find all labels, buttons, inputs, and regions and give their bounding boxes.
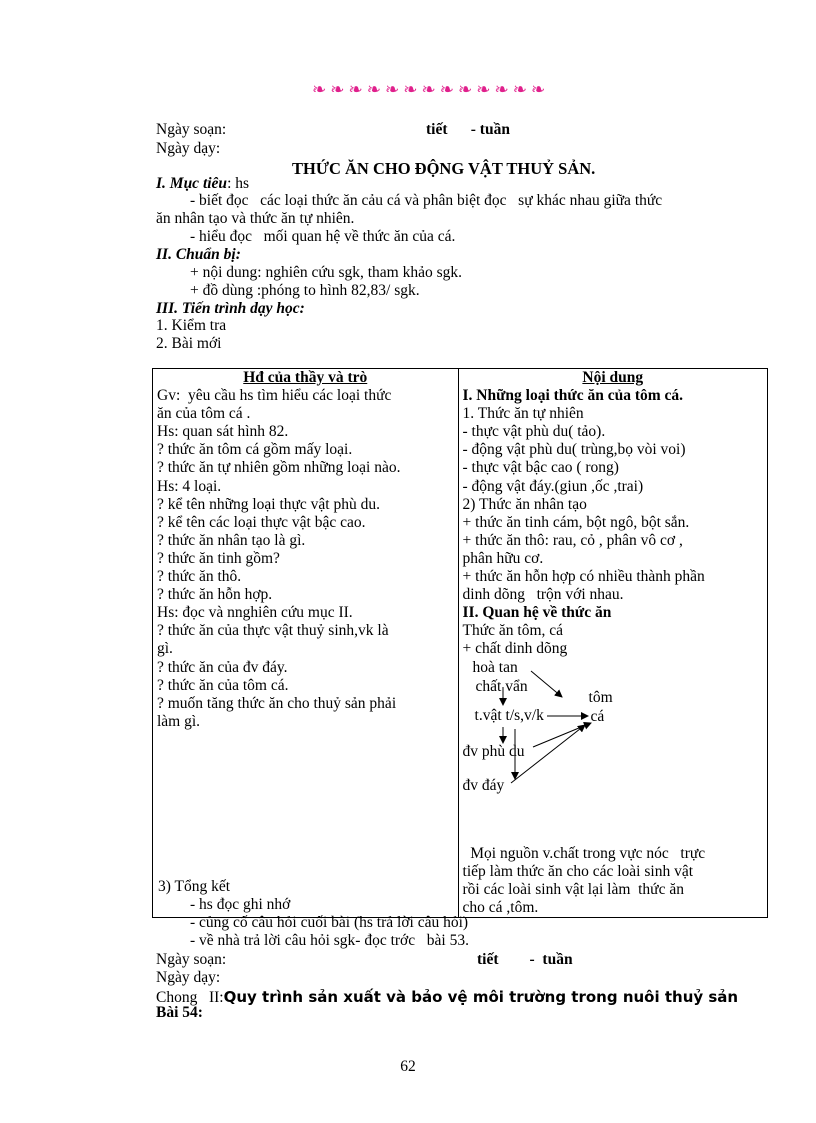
right-column-line: cho cá ,tôm. bbox=[462, 898, 539, 916]
lesson-table bbox=[152, 368, 768, 918]
ornament-glyph: ❧ bbox=[385, 80, 404, 99]
diagram-dv-phu-du: đv phù du bbox=[462, 742, 525, 760]
right-column-header: Nội dung bbox=[582, 369, 644, 386]
left-column-line: ? thức ăn của đv đáy. bbox=[157, 658, 288, 676]
right-column-line: Mọi nguồn v.chất trong vực nóc trực bbox=[462, 844, 706, 862]
left-column-line: ? thức ăn tinh gồm? bbox=[157, 549, 280, 567]
ornament-glyph: ❧ bbox=[348, 80, 367, 99]
right-column-line: - động vật đáy.(giun ,ốc ,trai) bbox=[462, 477, 644, 495]
right-lines-2 bbox=[463, 622, 763, 658]
bai-label: Bài 54: bbox=[156, 1004, 203, 1021]
right-lines-3 bbox=[463, 845, 763, 917]
muc-tieu-line-1b: ăn nhân tạo và thức ăn tự nhiên. bbox=[156, 210, 355, 227]
ornament-glyph: ❧ bbox=[531, 80, 550, 99]
ngay-day-label-2: Ngày dạy: bbox=[156, 969, 221, 986]
diagram-arrows bbox=[463, 659, 763, 845]
ngay-soan-label: Ngày soạn: bbox=[156, 121, 227, 138]
chuan-bi-heading: II. Chuẩn bị: bbox=[156, 246, 241, 263]
diagram-tvat: t.vật t/s,v/k bbox=[474, 706, 544, 724]
ornament-glyph: ❧ bbox=[494, 80, 513, 99]
teacher-student-column bbox=[153, 369, 459, 918]
muc-tieu-line-1a: - biết đọc các loại thức ăn cảu cá và phân biệt đọc sự khác nhau giữa thức bbox=[190, 192, 663, 209]
ornament-glyph: ❧ bbox=[476, 80, 495, 99]
left-column-line: ? thức ăn hỗn hợp. bbox=[157, 586, 273, 604]
muc-tieu-heading-suffix: : hs bbox=[227, 175, 250, 192]
diagram-chat-van: chất vẩn bbox=[475, 677, 528, 695]
left-column-line: Hs: 4 loại. bbox=[157, 477, 222, 495]
tiet-tuan-label: tiết - tuần bbox=[426, 121, 510, 138]
left-column-line: ? thức ăn của tôm cá. bbox=[157, 676, 289, 694]
right-column-line: phân hữu cơ. bbox=[462, 549, 544, 567]
tong-ket-heading: 3) Tổng kết bbox=[158, 878, 231, 895]
right-column-line: tiếp làm thức ăn cho các loài sinh vật bbox=[462, 862, 694, 880]
ornament-glyph: ❧ bbox=[439, 80, 458, 99]
right-column-line: + thức ăn tinh cám, bột ngô, bột sắn. bbox=[462, 513, 690, 531]
right-column-line: dinh dõng trộn với nhau. bbox=[462, 586, 624, 604]
left-column-line: ? kể tên những loại thực vật phù du. bbox=[157, 495, 380, 513]
arrow-dvday-ca bbox=[511, 725, 585, 783]
tien-trinh-heading: III. Tiến trình dạy học: bbox=[156, 300, 305, 317]
decorative-ornament-row bbox=[312, 80, 549, 100]
left-column-line: gì. bbox=[157, 640, 173, 658]
chapter-line bbox=[156, 988, 738, 1007]
ornament-glyph: ❧ bbox=[312, 80, 331, 99]
left-column-line: Hs: quan sát hình 82. bbox=[157, 423, 289, 441]
right-column-line: 2) Thức ăn nhân tạo bbox=[462, 495, 587, 513]
right-column-line: 1. Thức ăn tự nhiên bbox=[462, 405, 584, 423]
left-column-line: Hs: đọc và nnghiên cứu mục II. bbox=[157, 604, 353, 622]
left-column-line: ? thức ăn nhân tạo là gì. bbox=[157, 531, 306, 549]
right-column-line: + thức ăn hỗn hợp có nhiều thành phần bbox=[462, 568, 705, 586]
ornament-glyph: ❧ bbox=[403, 80, 422, 99]
muc-tieu-line-2: - hiểu đọc mối quan hệ về thức ăn của cá. bbox=[190, 228, 456, 245]
ornament-glyph: ❧ bbox=[458, 80, 477, 99]
arrow-hoatan-ca bbox=[531, 671, 562, 697]
right-lines-1 bbox=[463, 405, 763, 604]
tiet-tuan-label-2: tiết - tuần bbox=[477, 951, 573, 968]
right-column-line: Thức ăn tôm, cá bbox=[462, 622, 564, 640]
diagram-hoa-tan: hoà tan bbox=[472, 658, 518, 676]
chuan-bi-line-2: + đồ dùng :phóng to hình 82,83/ sgk. bbox=[190, 282, 420, 299]
tong-ket-line-2: - củng cố câu hỏi cuối bài (hs trả lời câu hỏi) bbox=[190, 914, 469, 931]
ngay-soan-label-2: Ngày soạn: bbox=[156, 951, 227, 968]
left-column-line: làm gì. bbox=[157, 712, 201, 730]
diagram-tom: tôm bbox=[588, 688, 613, 706]
ngay-day-label: Ngày dạy: bbox=[156, 140, 221, 157]
left-column-line: ? kể tên các loại thực vật bậc cao. bbox=[157, 513, 366, 531]
left-column-line: ăn của tôm cá . bbox=[157, 405, 251, 423]
right-column-line: + chất dinh dõng bbox=[462, 640, 568, 658]
left-column-line: ? thức ăn thô. bbox=[157, 568, 242, 586]
ornament-glyph: ❧ bbox=[330, 80, 349, 99]
ornament-glyph: ❧ bbox=[512, 80, 531, 99]
left-column-line: ? thức ăn của thực vật thuỷ sinh,vk là bbox=[157, 622, 389, 640]
right-column-line: + thức ăn thô: rau, cỏ , phân vô cơ , bbox=[462, 531, 683, 549]
ornament-glyph: ❧ bbox=[421, 80, 440, 99]
chapter-title: Quy trình sản xuất và bảo vệ môi trường trong nuôi thuỷ sản bbox=[223, 988, 739, 1006]
section-food-relation: II. Quan hệ về thức ăn bbox=[462, 604, 612, 622]
page-number: 62 bbox=[400, 1058, 416, 1075]
right-column-line: rồi các loài sinh vật lại làm thức ăn bbox=[462, 880, 684, 898]
food-relation-diagram bbox=[463, 659, 763, 845]
diagram-ca: cá bbox=[590, 707, 605, 725]
ornament-glyph: ❧ bbox=[366, 80, 385, 99]
tong-ket-line-1: - hs đọc ghi nhớ bbox=[190, 896, 291, 913]
section-food-types: I. Những loại thức ăn của tôm cá. bbox=[462, 387, 684, 405]
content-column bbox=[458, 369, 767, 918]
tien-trinh-item-1: 1. Kiểm tra bbox=[156, 317, 227, 334]
muc-tieu-heading bbox=[156, 175, 249, 193]
tien-trinh-item-2: 2. Bài mới bbox=[156, 335, 222, 352]
right-column-line: - động vật phù du( trùng,bọ vòi voi) bbox=[462, 441, 686, 459]
left-column-lines bbox=[157, 387, 454, 731]
lesson-title: THỨC ĂN CHO ĐỘNG VẬT THUỶ SẢN. bbox=[292, 159, 596, 178]
left-column-line: ? muốn tăng thức ăn cho thuỷ sản phải bbox=[157, 694, 397, 712]
left-column-line: ? thức ăn tự nhiên gồm những loại nào. bbox=[157, 459, 401, 477]
muc-tieu-heading-text: I. Mục tiêu bbox=[156, 175, 228, 192]
chapter-prefix: Chong II: bbox=[156, 989, 224, 1006]
left-column-header: Hđ của thầy và trò bbox=[243, 369, 368, 386]
diagram-dv-day: đv đáy bbox=[462, 776, 505, 794]
right-column-line: - thực vật bậc cao ( rong) bbox=[462, 459, 619, 477]
left-column-line: Gv: yêu cầu hs tìm hiểu các loại thức bbox=[157, 387, 392, 405]
right-column-line: - thực vật phù du( tảo). bbox=[462, 423, 606, 441]
tong-ket-line-3: - về nhà trả lời câu hỏi sgk- đọc trớc bài 53. bbox=[190, 932, 469, 949]
left-column-line: ? thức ăn tôm cá gồm mấy loại. bbox=[157, 441, 353, 459]
chuan-bi-line-1: + nội dung: nghiên cứu sgk, tham khảo sgk. bbox=[190, 264, 463, 281]
